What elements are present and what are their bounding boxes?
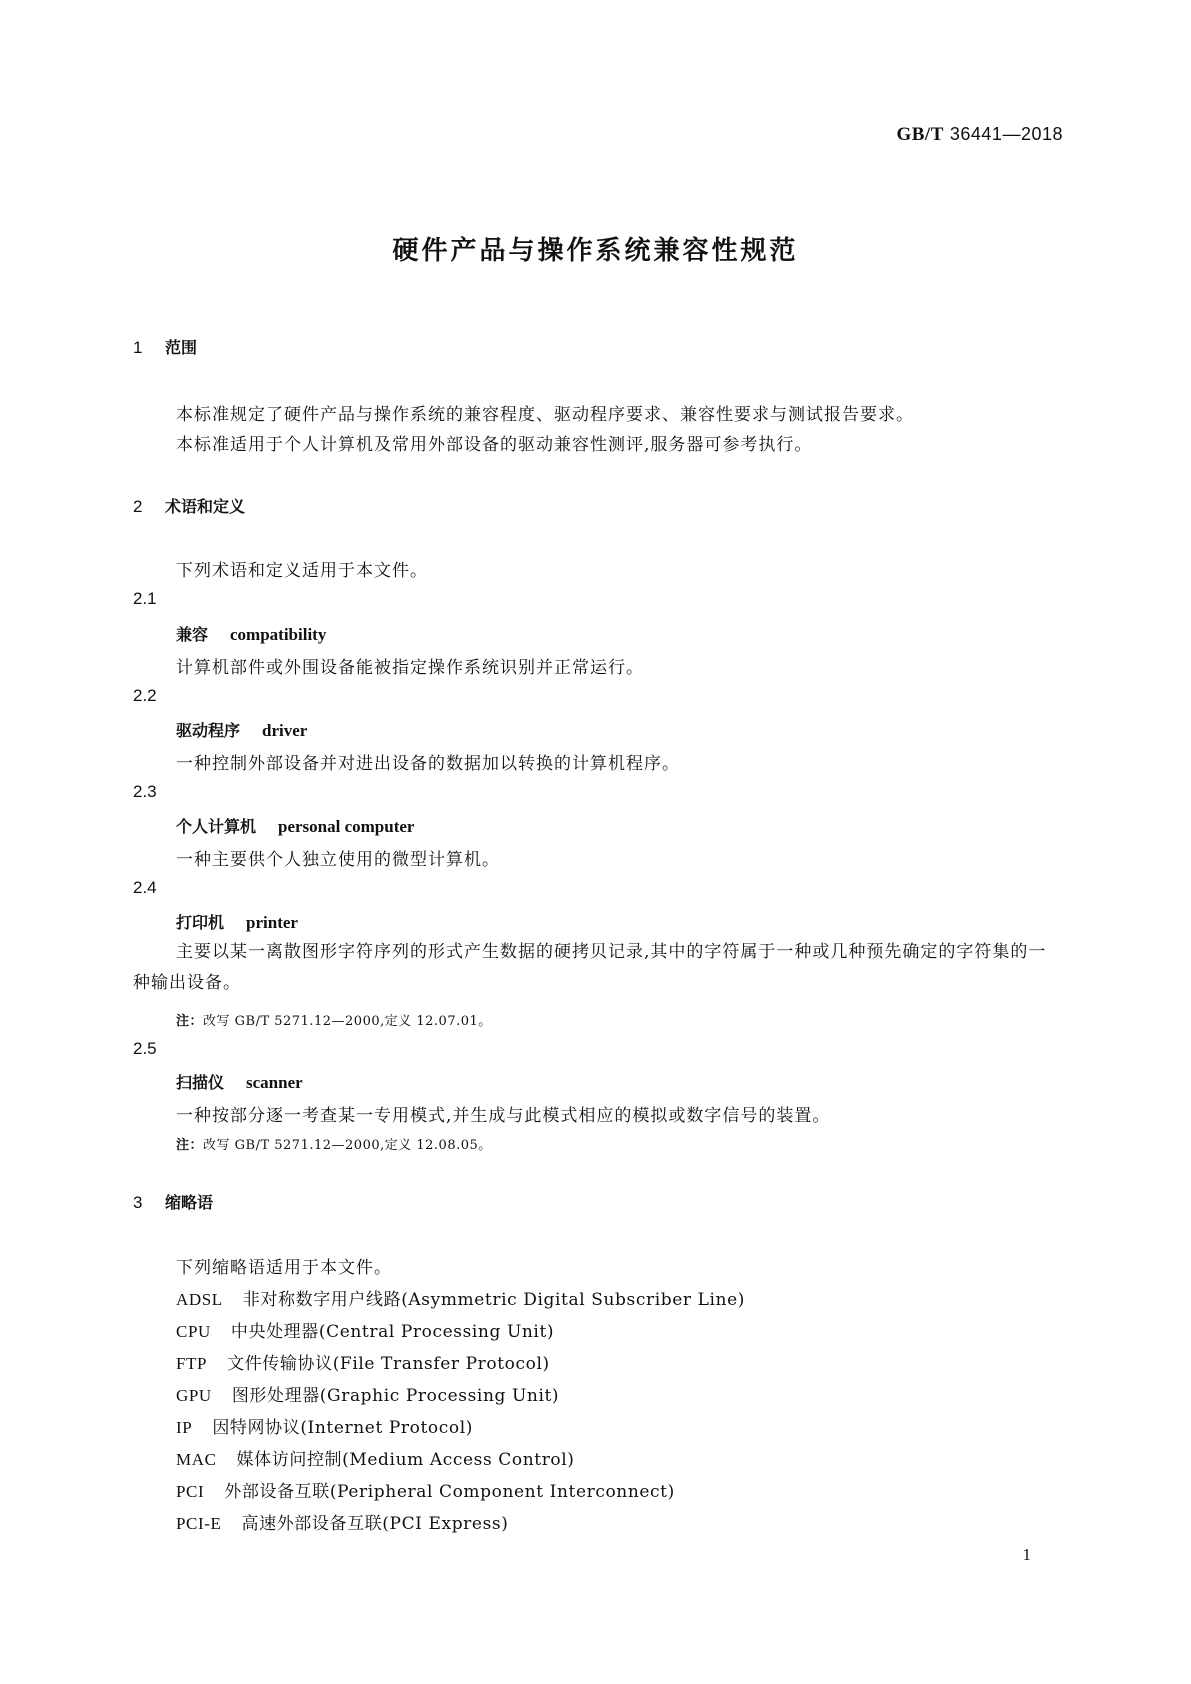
abbreviation-definition: 因特网协议(Internet Protocol) — [212, 1418, 473, 1438]
term-definition: 计算机部件或外围设备能被指定操作系统识别并正常运行。 — [176, 658, 644, 678]
terms-intro: 下列术语和定义适用于本文件。 — [176, 561, 428, 581]
abbreviation-definition: 高速外部设备互联(PCI Express) — [241, 1514, 509, 1534]
term-zh: 个人计算机 — [176, 817, 257, 836]
standard-code: 36441—2018 — [949, 124, 1063, 144]
abbreviation-item — [176, 1317, 554, 1342]
section-2-heading — [133, 494, 245, 517]
term-heading — [176, 1070, 303, 1093]
note-label: 注： — [176, 1138, 204, 1153]
document-title: 硬件产品与操作系统兼容性规范 — [392, 236, 799, 266]
term-zh: 驱动程序 — [176, 721, 241, 740]
term-en: driver — [262, 721, 308, 740]
abbreviation-item — [176, 1381, 559, 1406]
note-text: 改写 GB/T 5271.12—2000,定义 12.08.05。 — [203, 1138, 492, 1153]
term-definition: 一种主要供个人独立使用的微型计算机。 — [176, 850, 500, 870]
abbreviation-definition: 文件传输协议(File Transfer Protocol) — [227, 1354, 550, 1374]
term-heading — [176, 718, 307, 741]
section-title: 范围 — [165, 338, 198, 357]
abbreviation-definition: 外部设备互联(Peripheral Component Interconnect) — [224, 1482, 675, 1502]
term-definition: 一种控制外部设备并对进出设备的数据加以转换的计算机程序。 — [176, 754, 680, 774]
abbreviation-definition: 非对称数字用户线路(Asymmetric Digital Subscriber Line) — [242, 1290, 745, 1310]
section-3-heading — [133, 1190, 213, 1213]
abbreviation-item — [176, 1413, 473, 1438]
abbreviation-definition: 媒体访问控制(Medium Access Control) — [236, 1450, 575, 1470]
abbreviations-intro: 下列缩略语适用于本文件。 — [176, 1258, 392, 1278]
section-number: 3 — [133, 1193, 143, 1212]
section-number: 2 — [133, 497, 143, 516]
standard-prefix: GB/T — [896, 124, 944, 145]
term-en: compatibility — [230, 625, 327, 644]
abbreviation-item — [176, 1285, 745, 1310]
term-en: personal computer — [278, 817, 415, 836]
term-heading — [176, 814, 414, 837]
abbreviation-definition: 中央处理器(Central Processing Unit) — [230, 1322, 555, 1342]
clause-number: 2.5 — [133, 1039, 157, 1058]
term-en: scanner — [246, 1073, 303, 1092]
clause-number: 2.1 — [133, 589, 157, 608]
term-zh: 扫描仪 — [176, 1073, 225, 1092]
term-note — [176, 1010, 492, 1029]
abbreviation-code: CPU — [176, 1322, 211, 1341]
abbreviation-definition: 图形处理器(Graphic Processing Unit) — [231, 1386, 560, 1406]
note-label: 注： — [176, 1014, 204, 1029]
term-zh: 兼容 — [176, 625, 209, 644]
abbreviation-item — [176, 1509, 508, 1534]
abbreviation-code: PCI-E — [176, 1514, 222, 1533]
abbreviation-code: FTP — [176, 1354, 208, 1373]
scope-paragraph-1: 本标准规定了硬件产品与操作系统的兼容程度、驱动程序要求、兼容性要求与测试报告要求。 — [176, 405, 914, 425]
clause-number: 2.2 — [133, 686, 157, 705]
term-en: printer — [246, 913, 298, 932]
abbreviation-code: MAC — [176, 1450, 217, 1469]
section-title: 术语和定义 — [165, 497, 246, 516]
term-heading — [176, 910, 298, 933]
standard-number — [896, 124, 1063, 146]
abbreviation-code: ADSL — [176, 1290, 223, 1309]
note-text: 改写 GB/T 5271.12—2000,定义 12.07.01。 — [203, 1014, 492, 1029]
term-zh: 打印机 — [176, 913, 225, 932]
term-definition: 一种按部分逐一考查某一专用模式,并生成与此模式相应的模拟或数字信号的装置。 — [176, 1106, 831, 1126]
section-1-heading — [133, 335, 197, 358]
scope-paragraph-2: 本标准适用于个人计算机及常用外部设备的驱动兼容性测评,服务器可参考执行。 — [176, 435, 813, 455]
abbreviation-item — [176, 1477, 675, 1502]
term-note — [176, 1134, 492, 1153]
abbreviation-code: IP — [176, 1418, 193, 1437]
clause-number: 2.4 — [133, 878, 157, 897]
term-definition: 主要以某一离散图形字符序列的形式产生数据的硬拷贝记录,其中的字符属于一种或几种预先确定的字符集的一种输出设备。 — [133, 942, 1047, 993]
section-number: 1 — [133, 338, 143, 357]
abbreviation-item — [176, 1349, 550, 1374]
abbreviation-code: GPU — [176, 1386, 212, 1405]
abbreviation-code: PCI — [176, 1482, 205, 1501]
abbreviation-item — [176, 1445, 575, 1470]
clause-number: 2.3 — [133, 782, 157, 801]
section-title: 缩略语 — [165, 1193, 214, 1212]
page-number: 1 — [1022, 1545, 1031, 1564]
term-heading — [176, 622, 326, 645]
